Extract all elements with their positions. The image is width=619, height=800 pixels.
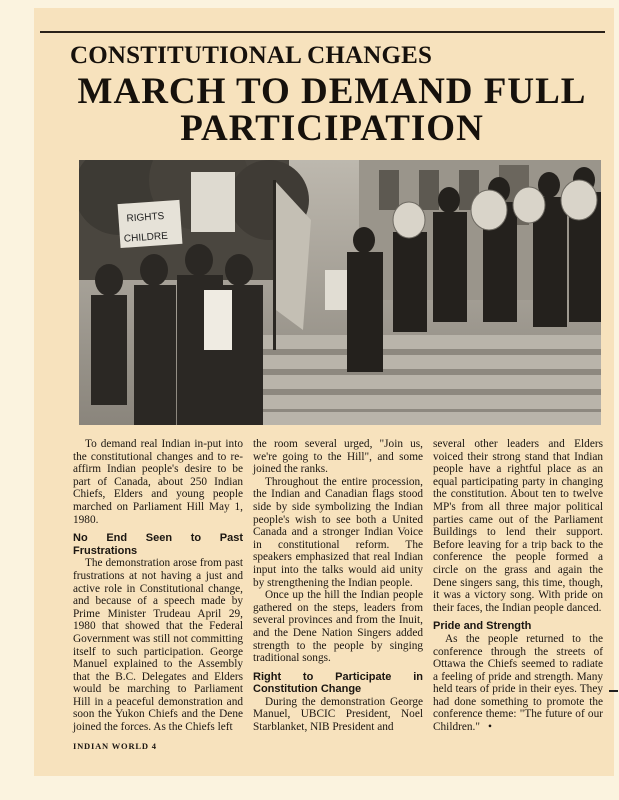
headline	[62, 73, 602, 147]
article-column-3	[433, 438, 603, 734]
photo-illustration	[79, 160, 601, 425]
article-body	[73, 438, 603, 758]
sign-children: CHILDRE	[123, 230, 169, 245]
march-photo	[79, 160, 601, 425]
subheading-frustrations: No End Seen to Past Frustrations	[73, 532, 243, 557]
section-kicker: CONSTITUTIONAL CHANGES	[70, 42, 433, 69]
sign-rights: RIGHTS	[126, 210, 165, 225]
paragraph-leaders: several other leaders and Elders voiced their strong stand that Indian people have a rightful place as an equal participating party in changing the constitution. About ten to twelve MP's from all three major political parties came out of the Parliament Buildings to lend their support. Before leaving for a trip back to the conference the people formed a circle on the grass and again the Dene singers sang, this time, though, it was a victory song. With pride on their faces, the Indian people danced.	[433, 438, 603, 614]
paragraph-intro: To demand real Indian in-put into the constitutional changes and to re-affirm Indian people's desire to be part of Canada, about 250 Indian Chiefs, Elders and young people marched on Parliament Hill May 1, 1980.	[73, 438, 243, 526]
article-column-2	[253, 438, 423, 734]
paragraph-join-us: the room several urged, "Join us, we're going to the Hill", and some joined the ranks.	[253, 438, 423, 476]
paragraph-return-text: As the people returned to the conference through the streets of Ottawa the Chiefs seemed to radiate a feeling of pride and strength. Many held tears of pride in their eyes. They had done something to promote the conference theme: "The future of our Children."	[433, 632, 603, 734]
headline-line-1: MARCH TO DEMAND FULL	[77, 71, 587, 112]
header-rule	[40, 31, 605, 33]
paragraph-frustrations: The demonstration arose from past frustrations at not having a just and active role in Constitutional change, and because of a speech made by Prime Minister Trudeau April 29, 1980 that showed that the Federal Government was still not committing itself to such participation. George Manuel explained to the Assembly that the B.C. Delegates and Elders would be marching to Parliament Hill in a peaceful demonstration and soon the Yukon Chiefs and the Dene joined the forces. As the Chiefs left	[73, 557, 243, 734]
end-mark: •	[487, 721, 492, 734]
page-footer: INDIAN WORLD 4	[73, 741, 157, 751]
headline-line-2: PARTICIPATION	[180, 108, 484, 149]
paragraph-procession: Throughout the entire procession, the Indian and Canadian flags stood side by side symbolizing the Indian people's wish to see both a United Canada and a stronger Indian Voice in constitutional reform. The speakers emphasized that real Indian input into the talks would aid unity by strengthening the Indian people.	[253, 475, 423, 589]
paragraph-demonstration: During the demonstration George Manuel, UBCIC President, Noel Starblanket, NIB President and	[253, 695, 423, 734]
paragraph-hill: Once up the hill the Indian people gathered on the steps, leaders from several provinces and from the Inuit, and the Dene Nation Singers added strength to the people by singing traditional songs.	[253, 589, 423, 665]
paragraph-return	[433, 633, 603, 734]
subheading-pride-and-strength: Pride and Strength	[433, 620, 532, 633]
article-column-1	[73, 438, 243, 734]
edge-mark	[609, 690, 618, 692]
subheading-right-to-participate: Right to Participate in Constitution Change	[253, 670, 423, 696]
